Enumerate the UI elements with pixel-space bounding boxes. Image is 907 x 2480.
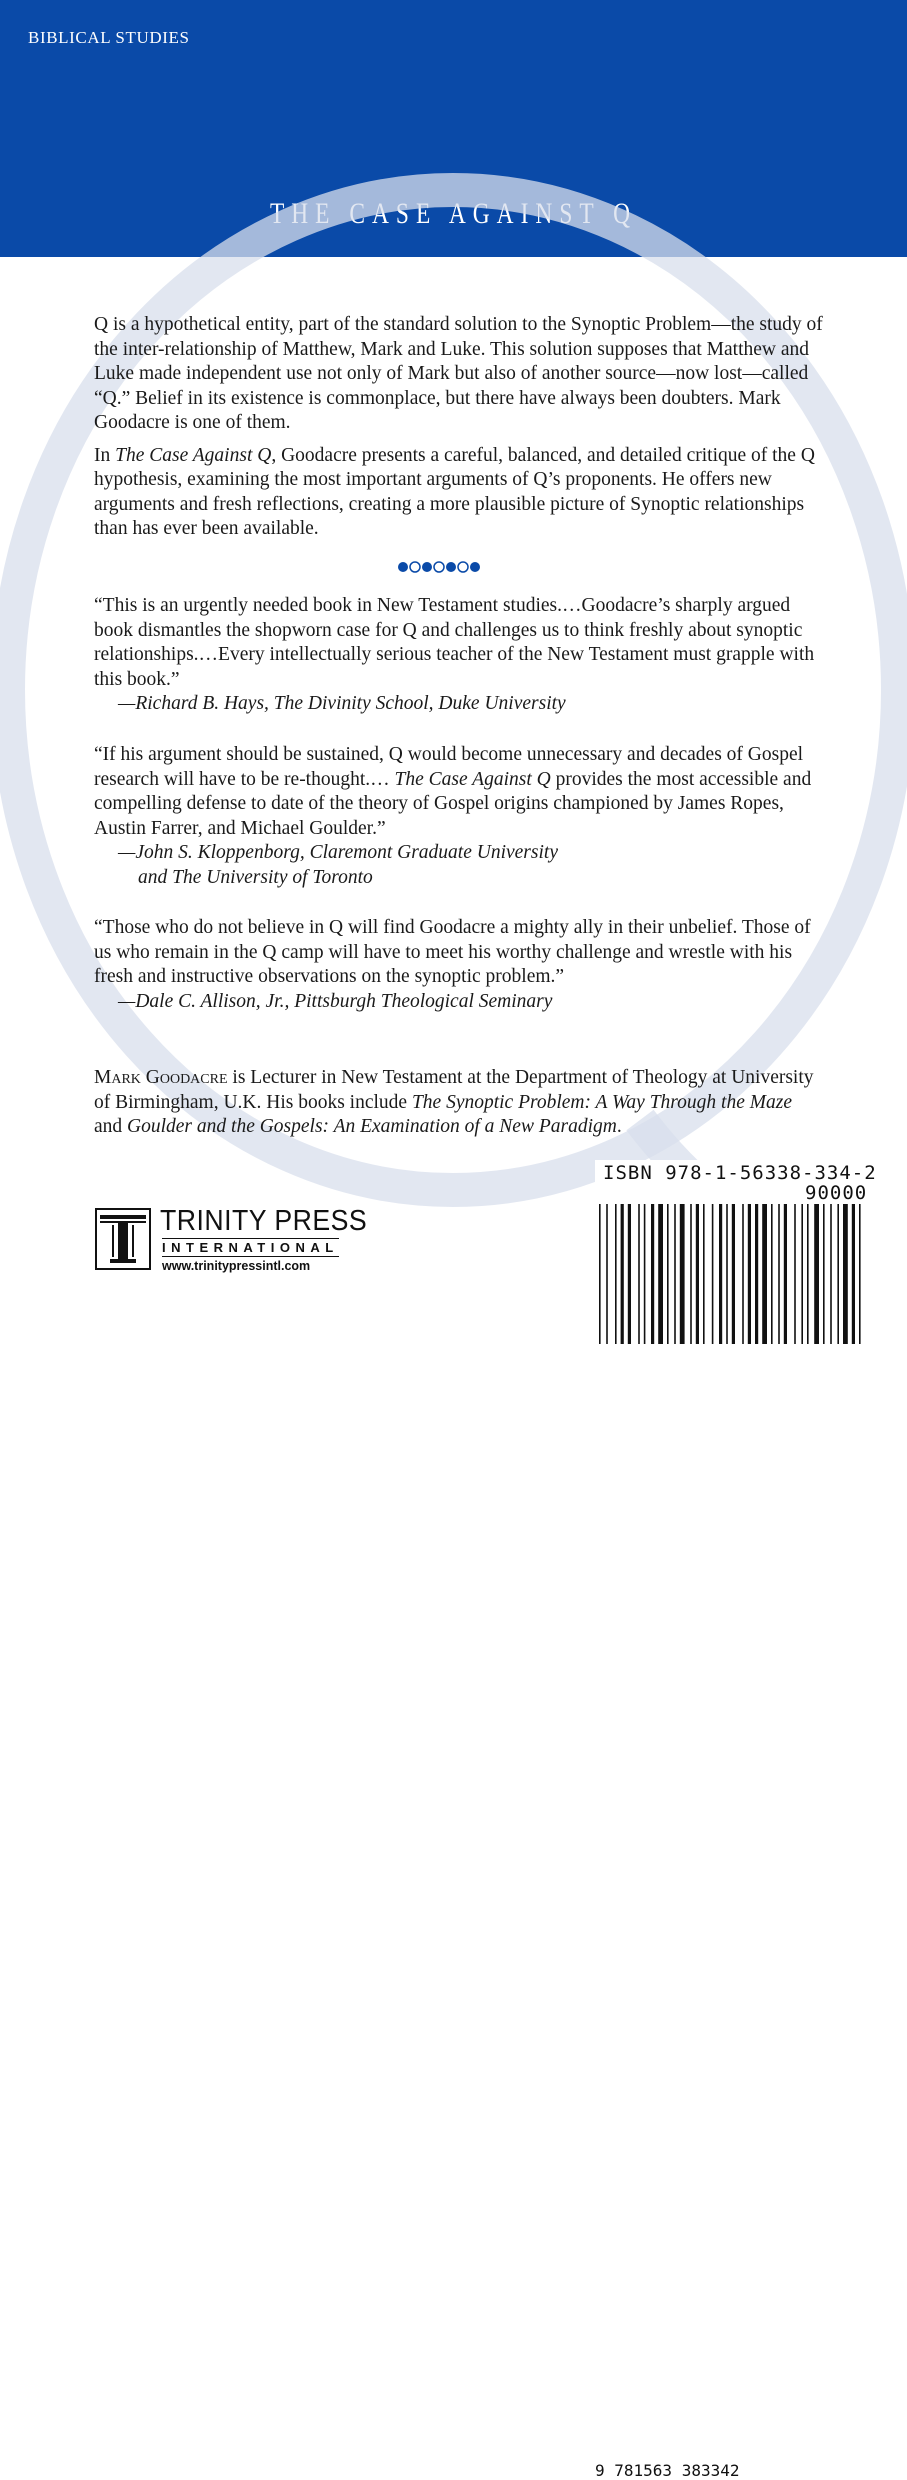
barcode-bar bbox=[703, 1204, 705, 1344]
book-title: THE CASE AGAINST Q bbox=[269, 197, 638, 230]
barcode-bar bbox=[628, 1204, 631, 1344]
barcode-bar bbox=[784, 1204, 787, 1344]
trinity-t-icon bbox=[94, 1207, 152, 1271]
isbn-label: ISBN 978-1-56338-334-2 bbox=[603, 1162, 877, 1184]
publisher-logo bbox=[94, 1205, 369, 1273]
category-label: BIBLICAL STUDIES bbox=[28, 28, 190, 47]
book-title-inline: The Synoptic Problem: A Way Through the Maze bbox=[411, 1091, 792, 1113]
barcode-bar bbox=[680, 1204, 685, 1344]
ean-number: 9 781563 383342 bbox=[595, 2461, 740, 2480]
quote-text: “This is an urgently needed book in New Testament studies.…Goodacre’s sharply argued book dismantles the shopworn case for Q and challenges us to think freshly about synoptic relationships.…Every intellectually serious teacher of the New Testament must grapple with this book.” bbox=[94, 595, 815, 690]
barcode-bar bbox=[762, 1204, 767, 1344]
dot-ornament-icon bbox=[397, 559, 497, 575]
author-name: Mark Goodacre bbox=[94, 1067, 228, 1088]
barcode-bar bbox=[771, 1204, 773, 1344]
blurb bbox=[94, 313, 824, 550]
barcode-bar bbox=[621, 1204, 624, 1344]
barcode-bar bbox=[638, 1204, 640, 1344]
barcode-bar bbox=[837, 1204, 839, 1344]
publisher-name: TRINITY PRESS bbox=[160, 1205, 368, 1237]
book-title-inline: The Case Against Q bbox=[115, 444, 272, 466]
barcode-bar bbox=[830, 1204, 832, 1344]
quote-hays bbox=[94, 594, 824, 717]
barcode-bar bbox=[801, 1204, 803, 1344]
barcode-bar bbox=[859, 1204, 861, 1344]
blurb-paragraph-1: Q is a hypothetical entity, part of the standard solution to the Synoptic Problem—the study of the inter-relationship of Matthew, Mark and Luke. This solution supposes that Matthew and Luke made independent use not only of Mark but also of another source—now lost—called “Q.” Belief in its existence is commonplace, but there have always been doubters. Mark Goodacre is one of them. bbox=[94, 314, 823, 433]
barcode-bar bbox=[606, 1204, 608, 1344]
quote-attribution: —Richard B. Hays, The Divinity School, Duke University bbox=[118, 693, 566, 714]
barcode-bar bbox=[690, 1204, 692, 1344]
quote-text: “If his argument should be sustained, Q would become unnecessary and decades of Gospel research will have to be re-thought.… The Case Against Q provides the most accessible and compelling defense to date of the theory of Gospel origins championed by James Ropes, Austin Farrer, and Michael Goulder.” bbox=[94, 744, 812, 839]
barcode-bar bbox=[843, 1204, 848, 1344]
barcode-area bbox=[595, 1160, 907, 2480]
barcode-bar bbox=[658, 1204, 663, 1344]
barcode-bar bbox=[778, 1204, 780, 1344]
blurb-paragraph-2: In The Case Against Q, Goodacre presents a careful, balanced, and detailed critique of the Q hypothesis, examining the most important arguments of Q’s proponents. He offers new arguments and fresh reflections, creating a more plausible picture of Synoptic relationships than has ever been available. bbox=[94, 444, 815, 539]
quote-attribution: —John S. Kloppenborg, Claremont Graduate University bbox=[118, 842, 558, 863]
barcode-bar bbox=[674, 1204, 676, 1344]
barcode-bar bbox=[719, 1204, 722, 1344]
barcode-bar bbox=[599, 1204, 601, 1344]
barcode-bar bbox=[748, 1204, 751, 1344]
barcode-bar bbox=[755, 1204, 758, 1344]
author-bio: Mark Goodacre is Lecturer in New Testament at the Department of Theology at University of Birmingham, U.K. His books include The Synoptic Problem: A Way Through the Maze and Goulder and the Gospels: An Examination of a New Paradigm. bbox=[94, 1067, 814, 1137]
barcode-icon bbox=[595, 1204, 907, 1360]
publisher-url: www.trinitypressintl.com bbox=[162, 1259, 311, 1273]
barcode-bar bbox=[644, 1204, 646, 1344]
barcode-bar bbox=[696, 1204, 699, 1344]
quote-attribution: —Dale C. Allison, Jr., Pittsburgh Theological Seminary bbox=[118, 990, 553, 1012]
barcode-bar bbox=[651, 1204, 654, 1344]
barcode-bar bbox=[732, 1204, 735, 1344]
barcode-bar bbox=[742, 1204, 744, 1344]
quote-kloppenborg bbox=[94, 743, 824, 890]
quote-text: “Those who do not believe in Q will find Goodacre a mighty ally in their unbelief. Those of us who remain in the Q camp will have to meet his worthy challenge and wrestle with his fresh and instructive observations on the synoptic problem.” bbox=[94, 917, 811, 987]
barcode-bar bbox=[823, 1204, 825, 1344]
barcode-bar bbox=[712, 1204, 714, 1344]
barcode-bar bbox=[807, 1204, 809, 1344]
quote-attribution-line-2: and The University of Toronto bbox=[138, 866, 373, 888]
barcode-bar bbox=[615, 1204, 617, 1344]
barcode-bar bbox=[667, 1204, 669, 1344]
barcode-bar bbox=[794, 1204, 796, 1344]
price-code: 90000 bbox=[805, 1182, 868, 1204]
quote-allison bbox=[94, 916, 824, 1014]
barcode-bar bbox=[726, 1204, 728, 1344]
publisher-subtitle: INTERNATIONAL bbox=[162, 1240, 339, 1255]
book-title-inline: Goulder and the Gospels: An Examination of a New Paradigm bbox=[127, 1116, 617, 1137]
barcode-bar bbox=[852, 1204, 855, 1344]
barcode-bar bbox=[814, 1204, 819, 1344]
